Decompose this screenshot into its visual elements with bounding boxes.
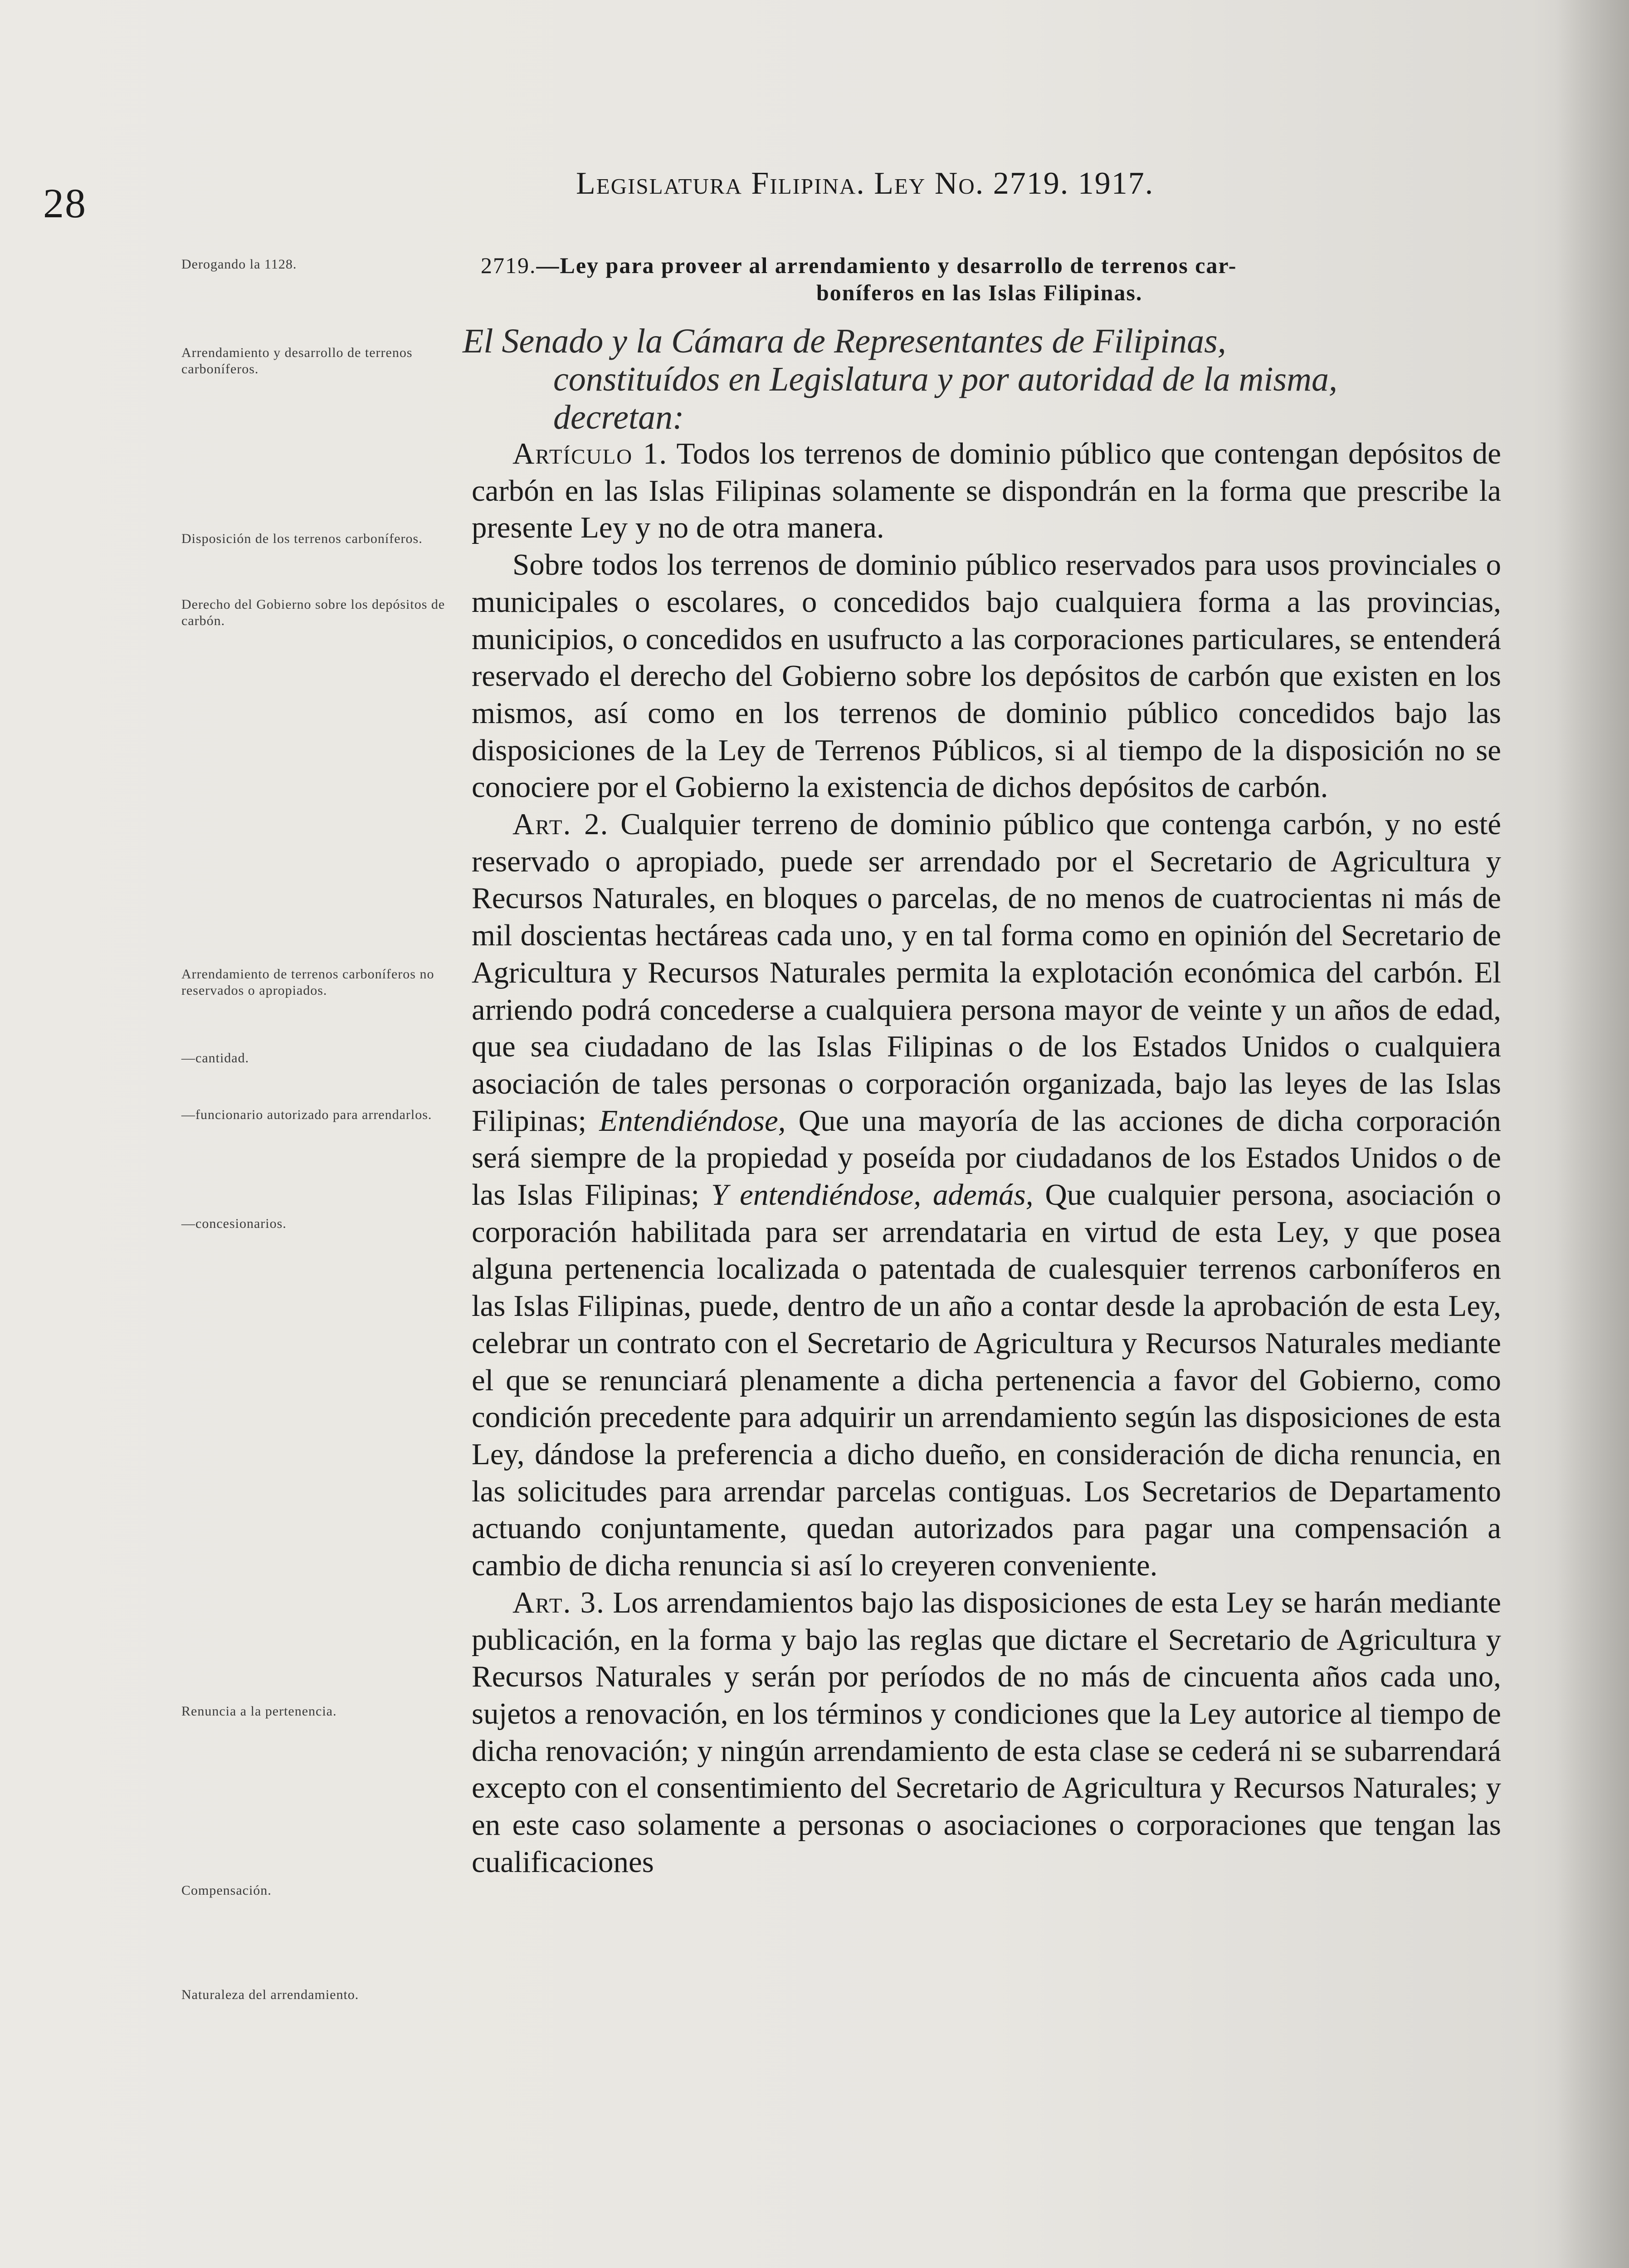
article-1-label: Artículo 1.	[512, 437, 668, 470]
enacting-line-1: El Senado y la Cámara de Representantes de Filipinas,	[463, 322, 1226, 360]
margin-note-compensacion: Compensación.	[181, 1883, 272, 1898]
page-number: 28	[43, 180, 87, 226]
law-title-line-2: boníferos en las Islas Filipinas.	[816, 280, 1143, 305]
article-2-text-1: Cualquier terreno de dominio público que contenga carbón, y no esté reservado o apropiado, puede ser arrendado por el Secretario de Agricultura y Recursos Naturales, en bloques o parcelas, de no menos de cuatrocientas ni más de mil doscientas hectáreas cada uno, y en tal forma como en opinión del Secretario de Agricultura y Recursos Naturales permita la explotación económica del carbón. El arriendo podrá concederse a cualquiera persona mayor de veinte y un años de edad, que sea ciudadano de las Islas Filipinas o de los Estados Unidos o cualquiera asociación de tales personas o corporación organizada, bajo las leyes de las Islas Filipinas;	[472, 807, 1502, 1138]
enacting-line-2: constituídos en Legislatura y por autoridad de la misma,	[553, 360, 1337, 398]
article-2-proviso-1: Entendiéndose,	[599, 1104, 786, 1138]
margin-note-concesionarios: —concesionarios.	[181, 1216, 287, 1231]
article-3-label: Art. 3.	[512, 1585, 605, 1619]
margin-note-cantidad: —cantidad.	[181, 1051, 249, 1066]
enacting-line-3: decretan:	[553, 398, 684, 436]
article-2	[472, 806, 1501, 1584]
article-2-text-2: Que una mayoría de las acciones de dicha corporación será siempre de la propiedad y poseída por ciudadanos de los Estados Unidos o de las Islas Filipinas;	[472, 1104, 1502, 1212]
margin-note-derecho: Derecho del Gobierno sobre los depósitos de carbón.	[181, 597, 445, 628]
page-edge-shadow	[1556, 0, 1629, 2268]
article-2-proviso-2: Y entendiéndose, además,	[711, 1178, 1034, 1212]
article-1-text: Todos los terrenos de dominio público que contengan depósitos de carbón en las Islas Filipinas solamente se dispondrán en la forma que prescribe la presente Ley y no de otra manera.	[472, 437, 1502, 545]
article-1	[472, 435, 1501, 547]
law-title-line-1: —Ley para proveer al arrendamiento y desarrollo de terrenos car-	[536, 253, 1237, 278]
law-title	[481, 252, 1515, 306]
law-body	[472, 435, 1501, 1881]
article-3	[472, 1584, 1501, 1881]
law-number: 2719.	[481, 253, 536, 278]
margin-note-renuncia: Renuncia a la pertenencia.	[181, 1704, 337, 1719]
margin-note-derogando: Derogando la 1128.	[181, 257, 297, 272]
margin-note-no-reservados: Arrendamiento de terrenos carboníferos no reservados o apropiados.	[181, 967, 434, 998]
article-2-label: Art. 2.	[512, 807, 609, 841]
article-2-text-3: Que cualquier persona, asociación o corporación habilitada para ser arrendataria en virtud de esta Ley, y que posea alguna pertenencia localizada o patentada de cualesquier terrenos carboníferos en las Islas Filipinas, puede, dentro de un año a contar desde la aprobación de esta Ley, celebrar un contrato con el Secretario de Agricultura y Recursos Naturales mediante el que se renunciará plenamente a dicha pertenencia a favor del Gobierno, como condición precedente para adquirir un arrendamiento según las disposiciones de esta Ley, dándose la preferencia a dicho dueño, en consideración de dicha renuncia, en las solicitudes para arrendar parcelas contiguas. Los Secretarios de Departamento actuando conjuntamente, quedan autorizados para pagar una compensación a cambio de dicha renuncia si así lo creyeren conveniente.	[472, 1178, 1502, 1583]
margin-note-funcionario: —funcionario autorizado para arrendarlos.	[181, 1107, 432, 1122]
margin-note-arrendamiento: Arrendamiento y desarrollo de terrenos carboníferos.	[181, 345, 413, 376]
margin-note-naturaleza: Naturaleza del arrendamiento.	[181, 1987, 359, 2002]
article-3-text: Los arrendamientos bajo las disposiciones de esta Ley se harán mediante publicación, en la forma y bajo las reglas que dictare el Secretario de Agricultura y Recursos Naturales y serán por períodos de no más de cincuenta años cada uno, sujetos a renovación, en los términos y condiciones que la Ley autorice al tiempo de dicha renovación; y ningún arrendamiento de esta clase se cederá ni se subarrendará excepto con el consentimiento del Secretario de Agricultura y Recursos Naturales; y en este caso solamente a personas o asociaciones o corporaciones que tengan las cualificaciones	[472, 1585, 1501, 1879]
article-1-paragraph-2: Sobre todos los terrenos de dominio público reservados para usos provinciales o municipales o escolares, o concedidos bajo cualquiera forma a las provincias, municipios, o concedidos en usufructo a las corporaciones particulares, se entenderá reservado el derecho del Gobierno sobre los depósitos de carbón que existen en los mismos, así como en los terrenos de dominio público concedidos bajo las disposiciones de la Ley de Terrenos Públicos, si al tiempo de la disposición no se conociere por el Gobierno la existencia de dichos depósitos de carbón.	[472, 548, 1501, 804]
enacting-clause	[463, 322, 1515, 436]
margin-note-disposicion: Disposición de los terrenos carboníferos.	[181, 531, 423, 546]
running-head: Legislatura Filipina. Ley No. 2719. 1917.	[576, 166, 1154, 201]
